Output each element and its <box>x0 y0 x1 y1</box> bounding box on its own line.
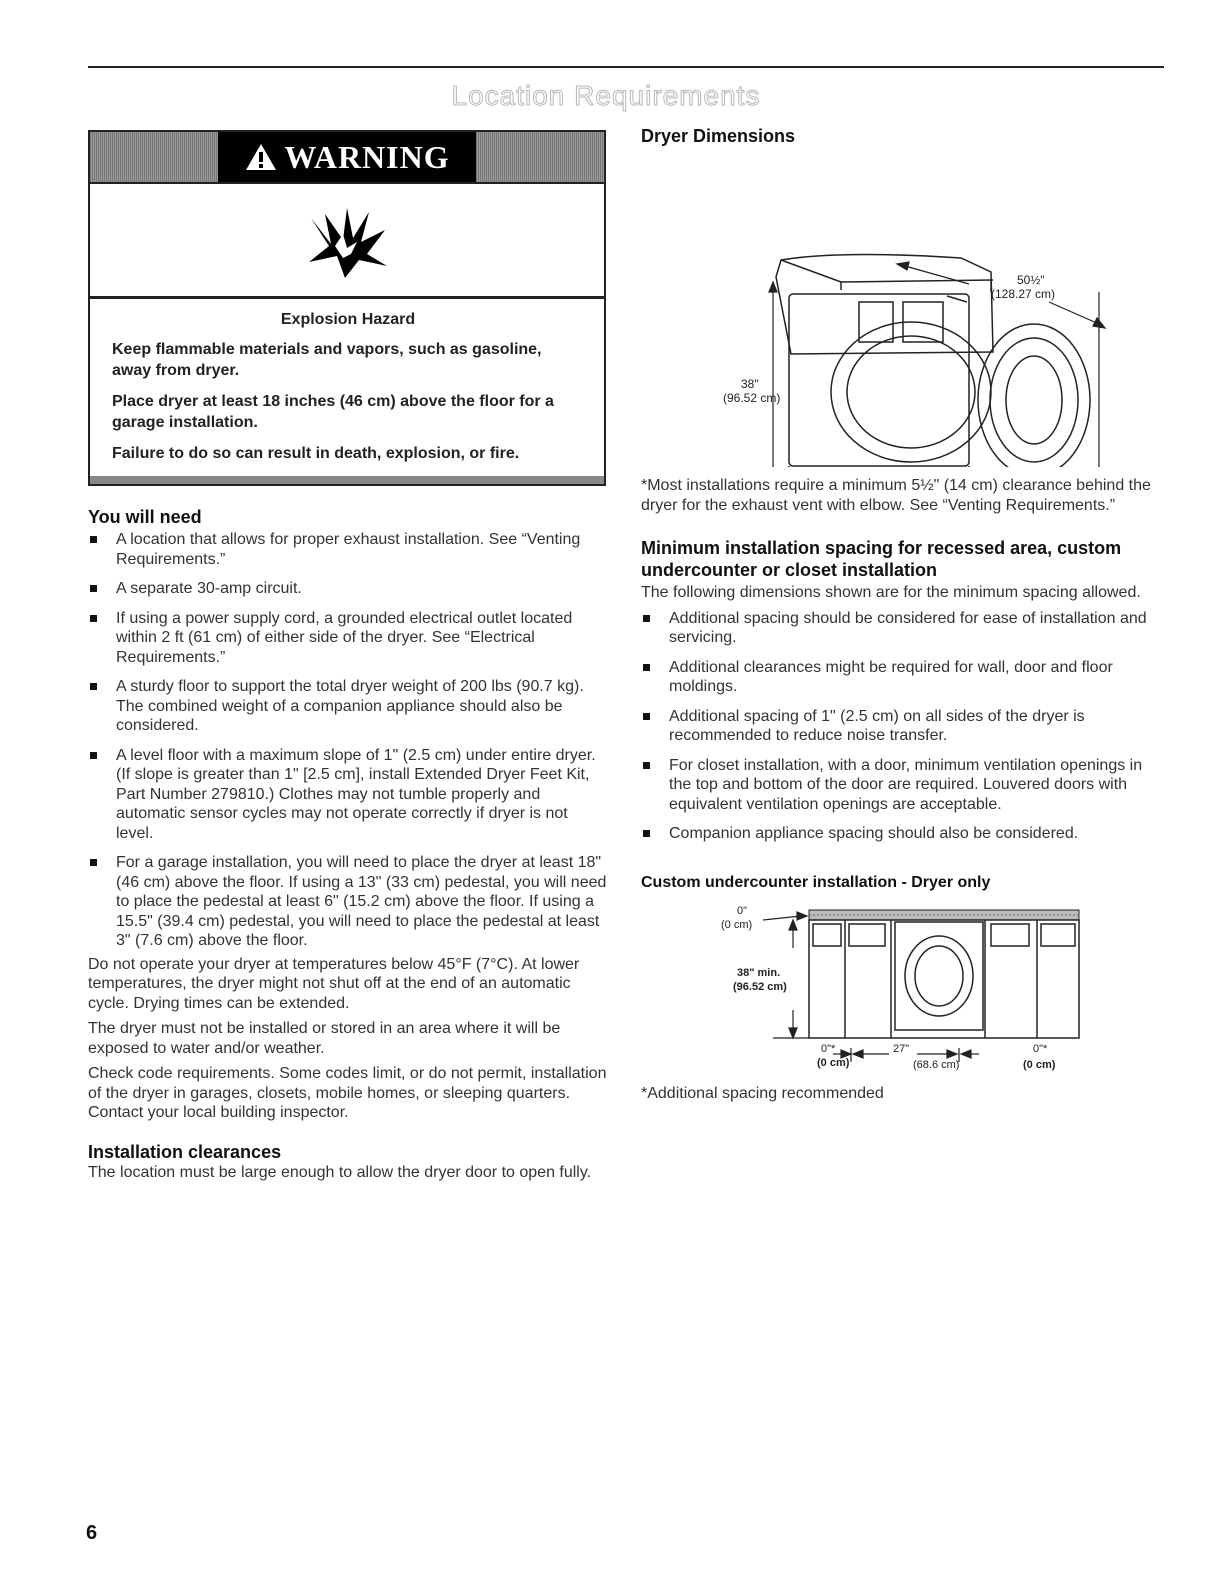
left-column <box>88 130 608 1188</box>
warning-symbol-area <box>90 184 604 299</box>
dim-width-open: 50½" <box>1017 273 1045 287</box>
page-title: Location Requirements <box>451 80 761 111</box>
list-item: For a garage installation, you will need to place the dryer at least 18" (46 cm) above the floor. If using a 13" (33 cm) pedestal, you will need to place the pedestal at least 6" (15.2 cm) above the floor. If using a 15.5" (39.4 cm) pedestal, you will need to place the pedestal at least 3" (7.6 cm) above the floor. <box>88 853 608 951</box>
undercounter-footnote: *Additional spacing recommended <box>641 1084 884 1102</box>
explosion-icon <box>297 200 397 280</box>
hazard-line: Failure to do so can result in death, explosion, or fire. <box>112 445 520 462</box>
you-will-need-section <box>88 506 608 1123</box>
right-column <box>641 125 1161 1109</box>
list-item: Additional spacing of 1" (2.5 cm) on all sides of the dryer is recommended to reduce noise transfer. <box>641 707 1161 746</box>
list-item: A sturdy floor to support the total dryer weight of 200 lbs (90.7 kg). The combined weight of a companion appliance should also be considered. <box>88 677 608 736</box>
hazard-title: Explosion Hazard <box>280 311 416 328</box>
warning-header <box>90 132 604 184</box>
installation-clearances-heading: Installation clearances <box>88 1141 282 1162</box>
uc-width-cm: (68.6 cm) <box>913 1058 960 1071</box>
uc-top: 0" <box>737 905 748 917</box>
dryer-dimensions-figure <box>671 147 1111 467</box>
undercounter-heading: Custom undercounter installation - Dryer only <box>641 873 991 891</box>
list-item: Companion appliance spacing should also be considered. <box>641 824 1161 844</box>
minimum-spacing-list <box>641 609 1161 844</box>
warning-box <box>88 130 606 486</box>
dryer-dimensions-footnote: *Most installations require a minimum 5½" (14 cm) clearance behind the dryer for the exhaust vent with elbow. See “Venting Requirements.” <box>641 477 1151 514</box>
dryer-dimensions-heading: Dryer Dimensions <box>641 126 796 146</box>
list-item: Additional spacing should be considered for ease of installation and servicing. <box>641 609 1161 648</box>
minimum-spacing-heading: Minimum installation spacing for recessed area, custom undercounter or closet installation <box>641 538 1122 580</box>
list-item: For closet installation, with a door, minimum ventilation openings in the top and bottom of the door are required. Louvered doors with equivalent ventilation openings are acceptable. <box>641 756 1161 815</box>
alert-triangle-icon <box>244 142 278 172</box>
uc-height-cm: (96.52 cm) <box>733 980 787 993</box>
page-number: 6 <box>86 1522 98 1544</box>
body-paragraph: Check code requirements. Some codes limit, or do not permit, installation of the dryer in garages, closets, mobile homes, or sleeping quarters. Contact your local building inspector. <box>88 1065 607 1121</box>
uc-right: 0"* <box>1033 1042 1048 1055</box>
dim-width-open-cm: (128.27 cm) <box>991 287 1056 301</box>
undercounter-figure <box>641 906 1081 1076</box>
uc-right-cm: (0 cm) <box>1023 1058 1056 1071</box>
list-item: Additional clearances might be required for wall, door and floor moldings. <box>641 658 1161 697</box>
list-item: A location that allows for proper exhaust installation. See “Venting Requirements.” <box>88 530 608 569</box>
you-will-need-heading: You will need <box>88 507 202 527</box>
installation-clearances-section <box>88 1141 608 1183</box>
uc-left-cm: (0 cm) <box>817 1056 850 1069</box>
uc-width: 27" <box>893 1042 910 1055</box>
you-will-need-list <box>88 530 608 951</box>
hazard-line: Place dryer at least 18 inches (46 cm) above the floor for a garage installation. <box>112 393 554 431</box>
dim-height-cm: (96.52 cm) <box>723 391 781 405</box>
undercounter-section <box>641 872 1161 1104</box>
uc-top-cm: (0 cm) <box>721 918 753 931</box>
body-paragraph: Do not operate your dryer at temperatures below 45°F (7°C). At lower temperatures, the dryer might not shut off at the end of an automatic cycle. Drying times can be extended. <box>88 955 580 1012</box>
dim-height: 38" <box>741 377 759 391</box>
minimum-spacing-section <box>641 537 1161 844</box>
list-item: A separate 30-amp circuit. <box>88 579 608 599</box>
list-item: If using a power supply cord, a grounded electrical outlet located within 2 ft (61 cm) of either side of the dryer. See “Electrical Requirements.” <box>88 609 608 668</box>
list-item: A level floor with a maximum slope of 1" (2.5 cm) under entire dryer. (If slope is greater than 1" [2.5 cm], install Extended Dryer Feet Kit, Part Number 279810.) Clothes may not tumble properly and automatic sensor cycles may not operate correctly if dryer is not level. <box>88 746 608 844</box>
uc-height: 38" min. <box>737 966 781 979</box>
warning-label: WARNING <box>284 138 450 175</box>
hazard-line: Keep flammable materials and vapors, such as gasoline, away from dryer. <box>112 341 542 379</box>
minimum-spacing-intro: The following dimensions shown are for the minimum spacing allowed. <box>641 584 1141 601</box>
uc-left: 0"* <box>821 1042 836 1055</box>
warning-text <box>90 299 604 484</box>
installation-clearances-text: The location must be large enough to allow the dryer door to open fully. <box>88 1163 592 1181</box>
top-rule <box>88 66 1164 68</box>
body-paragraph: The dryer must not be installed or stored in an area where it will be exposed to water and/or weather. <box>88 1020 561 1057</box>
